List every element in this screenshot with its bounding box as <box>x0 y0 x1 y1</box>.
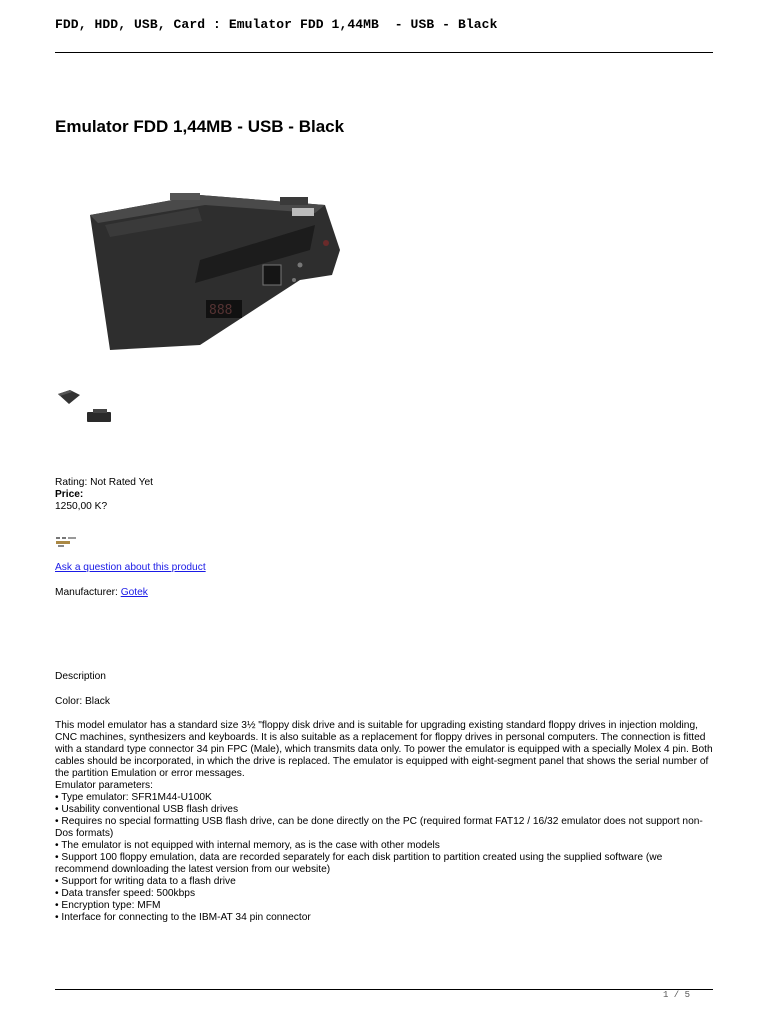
ask-question-link[interactable]: Ask a question about this product <box>55 562 206 573</box>
price-label: Price: <box>55 489 84 500</box>
param-item: • Type emulator: SFR1M44-U100K <box>55 792 212 803</box>
params-list <box>55 792 715 924</box>
page-number: 1 / 5 <box>663 990 691 1000</box>
color-line: Color: Black <box>55 696 110 707</box>
segment-display: 888 <box>209 303 233 318</box>
product-title: Emulator FDD 1,44MB - USB - Black <box>55 117 345 136</box>
param-item: • Support 100 floppy emulation, data are recorded separately for each disk partition to partition created using the supplied software (we recommend downloading the latest version from our website) <box>55 852 663 875</box>
param-item: • The emulator is not equipped with internal memory, as is the case with other models <box>55 840 440 851</box>
manufacturer-link[interactable]: Gotek <box>120 587 148 598</box>
small-logo-icon <box>55 536 79 548</box>
param-item: • Interface for connecting to the IBM-AT 34 pin connector <box>55 912 311 923</box>
param-item: • Support for writing data to a flash drive <box>55 876 236 887</box>
param-item: • Usability conventional USB flash drives <box>55 804 239 815</box>
product-rating: Rating: Not Rated Yet <box>55 477 153 488</box>
product-thumbnail-1[interactable] <box>56 388 82 406</box>
manufacturer-label: Manufacturer: <box>55 587 121 598</box>
product-image[interactable] <box>70 155 385 385</box>
params-heading: Emulator parameters: <box>55 780 153 791</box>
description-paragraph: This model emulator has a standard size 3½ "floppy disk drive and is suitable for upgrading existing standard floppy drives in injection molding, CNC machines, synthesizers and keyboards. It is also suitable as a replacement for floppy drives in personal computers. The connection is fitted with a standard type connector 34 pin FPC (Male), which transmits data only. To power the emulator is equipped with a specially Molex 4 pin. Both cables should be incorporated, in which the drive is replaced. The emulator is equipped with eight-segment panel that shows the serial number of the partition Emulation or error messages. <box>55 720 713 779</box>
manufacturer-line <box>55 587 148 599</box>
description-heading: Description <box>55 671 106 682</box>
param-item: • Data transfer speed: 500kbps <box>55 888 196 899</box>
header-divider <box>55 52 713 53</box>
description-body <box>55 720 715 924</box>
running-header: FDD, HDD, USB, Card : Emulator FDD 1,44MB - USB - Black <box>55 17 498 32</box>
param-item: • Requires no special formatting USB flash drive, can be done directly on the PC (required format FAT12 / 16/32 emulator does not support non-Dos formats) <box>55 816 703 839</box>
param-item: • Encryption type: MFM <box>55 900 161 911</box>
footer-divider <box>55 989 713 990</box>
price-value: 1250,00 K? <box>55 501 108 512</box>
product-thumbnail-2[interactable] <box>85 406 113 424</box>
